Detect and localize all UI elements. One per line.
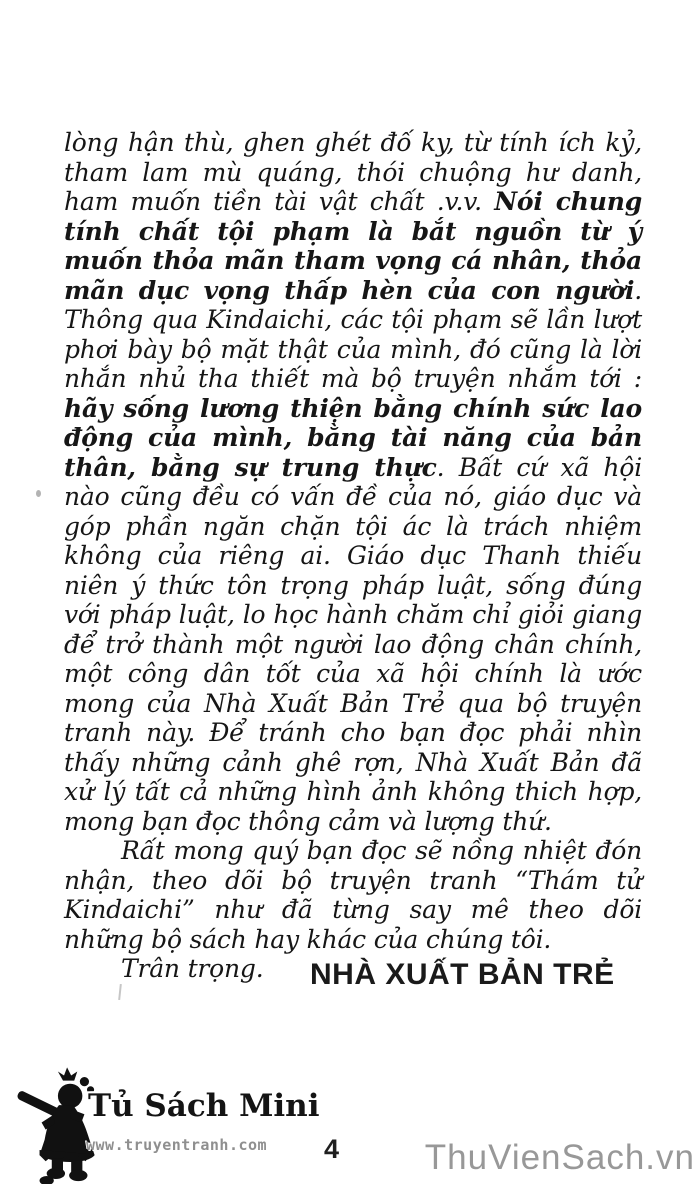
series-logo-text: Tủ Sách Mini: [88, 1088, 320, 1124]
scan-artifact-dot: [36, 490, 41, 497]
samurai-kid-mascot-icon: [12, 1066, 114, 1184]
closing-line: Trân trọng.: [121, 954, 264, 983]
preface-paragraph-1: lòng hận thù, ghen ghét đố ky, từ tính ích kỷ, tham lam mù quáng, thói chuộng hư danh, ham muốn tiền tài vật chất .v.v. Nói chung tính chất tội phạm là bắt nguồn từ ý muốn thỏa mãn tham vọng cá nhân, thỏa mãn dục vọng thấp hèn của con người. Thông qua Kindaichi, các tội phạm sẽ lần lượt phơi bày bộ mặt thật của mình, đó cũng là lời nhắn nhủ tha thiết mà bộ truyện nhắm tới : hãy sống lương thiện bằng chính sức lao động của mình, bằng tài năng của bản thân, bằng sự trung thực. Bất cứ xã hội nào cũng đều có vấn đề của nó, giáo dục và góp phần ngăn chặn tội ác là trách nhiệm không của riêng ai. Giáo dục Thanh thiếu niên ý thức tôn trọng pháp luật, sống đúng với pháp luật, lo học hành chăm chỉ giỏi giang để trở thành một người lao động chân chính, một công dân tốt của xã hội chính là ước mong của Nhà Xuất Bản Trẻ qua bộ truyện tranh này. Để tránh cho bạn đọc phải nhìn thấy những cảnh ghê rợn, Nhà Xuất Bản đã xử lý tất cả những hình ảnh không thich hợp, mong bạn đọc thông cảm và lượng thứ.: [64, 128, 642, 836]
watermark-text: ThuVienSach.vn: [424, 1138, 695, 1177]
preface-paragraph-2: Rất mong quý bạn đọc sẽ nồng nhiệt đón nhận, theo dõi bộ truyện tranh “Thám tử Kindaichi” như đã từng say mê theo dõi những bộ sách hay khác của chúng tôi.: [64, 836, 642, 954]
preface-text-block: [64, 128, 642, 984]
website-url: www.truyentranh.com: [86, 1136, 268, 1154]
publisher-signature: NHÀ XUẤT BẢN TRẺ: [310, 958, 615, 991]
page-number: 4: [324, 1134, 340, 1164]
scan-artifact-tick: [118, 984, 122, 1000]
